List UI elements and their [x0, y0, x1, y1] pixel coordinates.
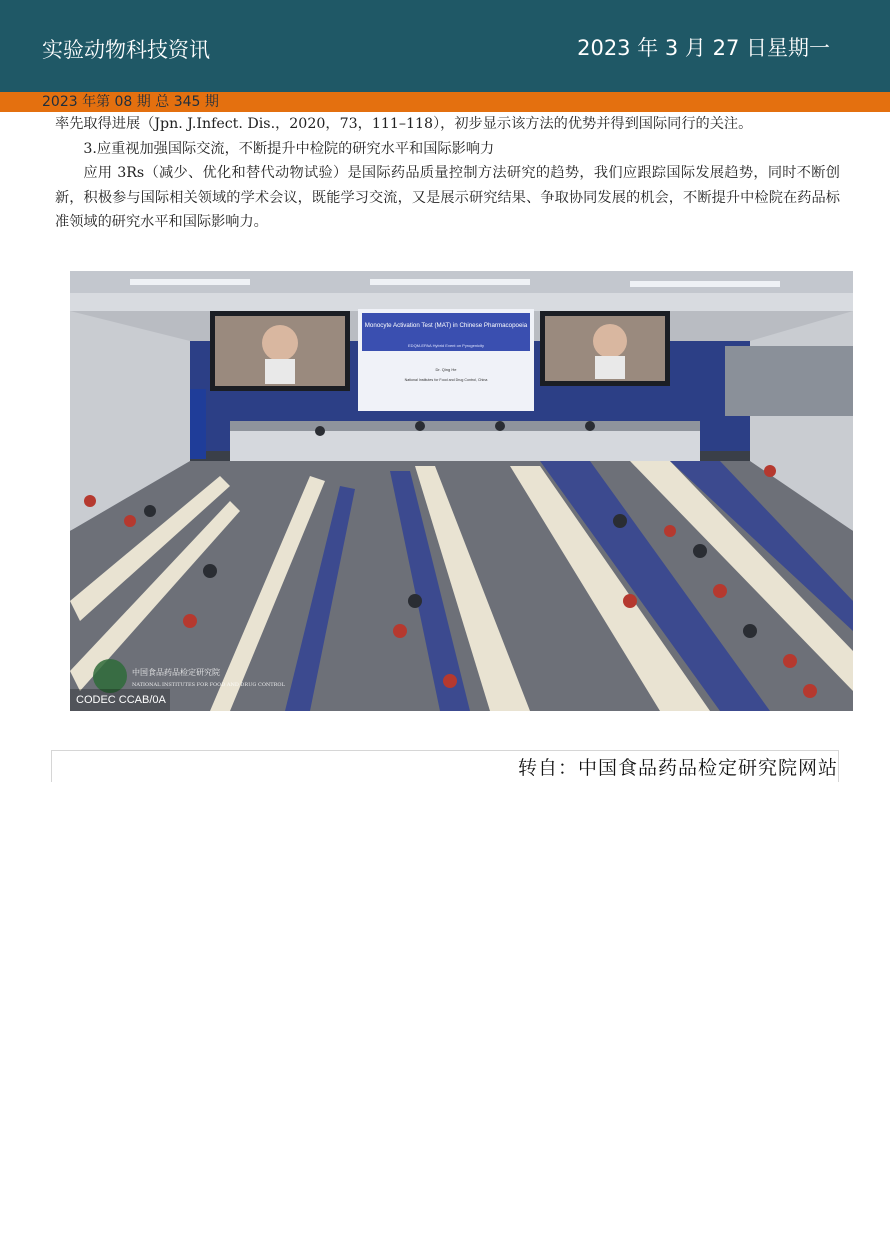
publication-date: 2023 年 3 月 27 日星期一 [577, 36, 830, 60]
section-heading: 3.应重视加强国际交流，不断提升中检院的研究水平和国际影响力 [83, 140, 495, 157]
source-attribution: 转自：中国食品药品检定研究院网站 [517, 757, 838, 779]
conference-photo [70, 271, 853, 711]
slide-subtitle: EDQM-EPAA Hybrid Event on Pyrogenicity [408, 343, 484, 348]
issue-bar [0, 92, 890, 112]
article-body [55, 112, 840, 235]
issue-number: 2023 年第 08 期 总 345 期 [42, 94, 219, 110]
source-box [51, 750, 839, 782]
slide-speaker: Dr. Qing He [435, 367, 457, 372]
article-paragraph: 应用 3Rs（减少、优化和替代动物试验）是国际药品质量控制方法研究的趋势，我们应跟踪国际发展趋势，同时不断创新，积极参与国际相关领域的学术会议，既能学习交流，又是展示研究结果、争取协同发展的机会，不断提升中检院在药品标准领域的研究水平和国际影响力。 [55, 165, 840, 230]
slide-title: Monocyte Activation Test (MAT) in Chinese Pharmacopoeia [364, 322, 528, 329]
publication-title: 实验动物科技资讯 [42, 38, 210, 62]
page-header [0, 0, 890, 92]
photo-caption: CODEC CCAB/0A [76, 694, 166, 706]
watermark-cn: 中国食品药品检定研究院 [132, 668, 220, 677]
slide-affiliation: National Institutes for Food and Drug Control, China [404, 378, 488, 382]
watermark-en: NATIONAL INSTITUTES FOR FOOD AND DRUG CONTROL [132, 682, 285, 688]
article-paragraph: 率先取得进展（Jpn. J.Infect. Dis.，2020，73，111–118），初步显示该方法的优势并得到国际同行的关注。 [55, 116, 753, 132]
